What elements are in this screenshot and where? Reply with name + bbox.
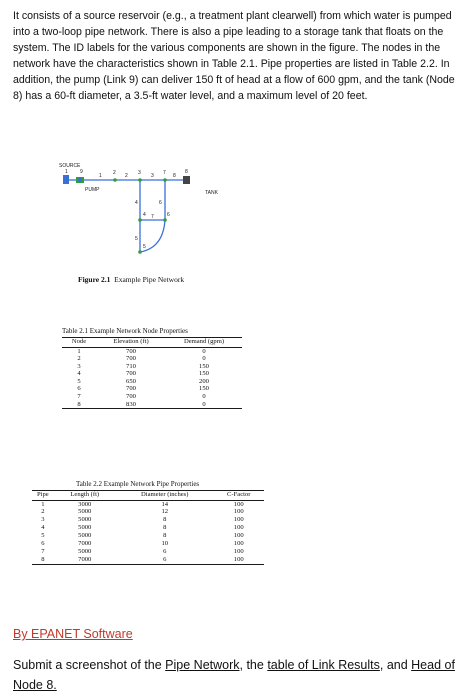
node-label-8: 8 — [185, 169, 188, 175]
table-header-row — [32, 491, 264, 501]
link-label-5: 5 — [135, 236, 138, 242]
table-cell: 3 — [41, 516, 45, 524]
table-cell: 6 — [77, 385, 81, 393]
pump-icon — [76, 177, 84, 183]
submit-instructions — [13, 655, 468, 695]
table-cell: 100 — [233, 500, 244, 508]
table-cell: 0 — [202, 393, 206, 401]
table-header: Diameter (inches) — [116, 491, 214, 501]
table-cell: 3 — [77, 362, 81, 370]
table-row — [62, 355, 242, 363]
table-cell: 2 — [77, 355, 81, 363]
table-cell: 5000 — [78, 524, 92, 532]
table21-title: Table 2.1 Example Network Node Properties — [62, 327, 188, 335]
source-label: SOURCE — [59, 163, 81, 169]
table-row — [32, 548, 264, 556]
node-3 — [138, 178, 142, 182]
submit-text-part: , and — [379, 658, 412, 672]
table-row — [32, 516, 264, 524]
table-cell: 6 — [163, 547, 167, 555]
link-results-phrase: table of Link Results — [267, 658, 380, 672]
link-label-6: 6 — [159, 200, 162, 206]
figure-caption-prefix: Figure 2.1 — [78, 275, 111, 284]
submit-text-part: , the — [239, 658, 268, 672]
table-cell: 5000 — [78, 516, 92, 524]
intro-paragraph: It consists of a source reservoir (e.g., a treatment plant clearwell) from which water is pumped into a two-loop pipe network. There is also a pipe leading to a storage tank that floats on the system. The ID labels for the various components are shown in the figure. The nodes in the network have the characteristics shown in Table 2.1. Pipe properties are listed in Table 2.2. In addition, the pump (Link 9) can deliver 150 ft of head at a flow of 600 gpm, and the tank (Node 8) has a 60-ft diameter, a 3.5-ft water level, and a maximum level of 20 feet. — [13, 10, 455, 102]
table-cell: 8 — [163, 532, 167, 540]
table-cell: 100 — [233, 516, 244, 524]
node-4 — [138, 218, 142, 222]
table-cell: 0 — [202, 355, 206, 363]
table-header-row — [62, 338, 242, 348]
pipe-network-phrase: Pipe Network — [165, 658, 240, 672]
table-row — [32, 532, 264, 540]
link-label-2: 2 — [125, 173, 128, 179]
table-cell: 700 — [126, 393, 136, 401]
table22-title: Table 2.2 Example Network Pipe Properties — [76, 480, 200, 488]
table-cell: 150 — [199, 362, 209, 370]
submit-text-part: Submit a screenshot of the — [13, 658, 166, 672]
table-cell: 8 — [163, 524, 167, 532]
node-label-5: 5 — [143, 244, 146, 250]
table-header: C-Factor — [214, 491, 264, 501]
table-cell: 2 — [41, 508, 45, 516]
node-2 — [113, 178, 117, 182]
table-cell: 650 — [126, 377, 136, 385]
table-cell: 1 — [77, 347, 81, 355]
table-header: Demand (gpm) — [166, 338, 242, 348]
table-cell: 700 — [126, 370, 136, 378]
table-row — [32, 524, 264, 532]
table-cell: 5000 — [78, 508, 92, 516]
table-row — [32, 508, 264, 516]
table-row — [62, 401, 242, 409]
table-cell: 150 — [199, 385, 209, 393]
figure-caption — [78, 275, 184, 284]
table-row — [32, 556, 264, 564]
table-cell: 12 — [161, 508, 169, 516]
link-label-8: 8 — [173, 173, 176, 179]
node-label-3: 3 — [138, 170, 141, 176]
table-row — [62, 347, 242, 355]
tank-label: TANK — [205, 190, 218, 196]
table-cell: 0 — [202, 347, 206, 355]
table-cell: 4 — [77, 370, 81, 378]
table-cell: 100 — [233, 540, 244, 548]
node-5 — [138, 250, 142, 254]
table-cell: 7 — [41, 547, 45, 555]
table-cell: 7 — [77, 393, 81, 401]
figure-caption-text: Example Pipe Network — [114, 275, 185, 284]
table-cell: 6 — [41, 540, 45, 548]
table-cell: 8 — [163, 516, 167, 524]
link-label-1: 1 — [99, 173, 102, 179]
table-cell: 1 — [41, 500, 45, 508]
node-label-4: 4 — [143, 212, 146, 218]
table-header: Pipe — [32, 491, 54, 501]
table-cell: 100 — [233, 508, 244, 516]
node-properties-table — [62, 337, 242, 409]
table-cell: 710 — [126, 362, 136, 370]
table-header: Node — [62, 338, 96, 348]
table-cell: 100 — [233, 547, 244, 555]
table-row — [62, 370, 242, 378]
table-cell: 14 — [161, 500, 169, 508]
table-row — [62, 393, 242, 401]
link-label-9: 9 — [80, 169, 83, 175]
table-cell: 150 — [199, 370, 209, 378]
table-row — [32, 500, 264, 508]
table-cell: 700 — [126, 385, 136, 393]
node-label-7: 7 — [163, 170, 166, 176]
table-cell: 830 — [96, 401, 166, 409]
table-cell: 100 — [233, 532, 244, 540]
table-cell: 700 — [126, 355, 136, 363]
table-cell: 8 — [32, 556, 54, 564]
link-label-4: 4 — [135, 200, 138, 206]
table-cell: 200 — [199, 377, 209, 385]
table-cell: 3000 — [78, 500, 92, 508]
table-row — [32, 540, 264, 548]
node-label-2: 2 — [113, 170, 116, 176]
table-cell: 10 — [161, 540, 169, 548]
table-cell: 100 — [233, 524, 244, 532]
pipe-network-diagram — [55, 158, 235, 268]
table-cell: 0 — [166, 401, 242, 409]
tank-icon — [183, 176, 190, 184]
table-cell: 700 — [126, 347, 136, 355]
table-row — [62, 378, 242, 386]
reservoir-icon — [63, 175, 69, 184]
table-cell: 4 — [41, 524, 45, 532]
table-cell: 5000 — [78, 547, 92, 555]
table-cell: 100 — [214, 556, 264, 564]
node-label-6: 6 — [167, 212, 170, 218]
table-cell: 7000 — [54, 556, 116, 564]
table-cell: 5000 — [78, 532, 92, 540]
node8-head-phrase: Head of Node 8. — [13, 658, 455, 692]
table-header: Elevation (ft) — [96, 338, 166, 348]
pump-label: PUMP — [85, 187, 100, 193]
table-row — [62, 363, 242, 371]
node-7 — [163, 178, 167, 182]
node-6 — [163, 218, 167, 222]
table-cell: 5 — [77, 377, 81, 385]
table-cell: 5 — [41, 532, 45, 540]
table-cell: 8 — [62, 401, 96, 409]
link-label-7: 7 — [151, 214, 154, 220]
table-row — [62, 385, 242, 393]
link-label-3: 3 — [151, 173, 154, 179]
table-header: Length (ft) — [54, 491, 116, 501]
table-cell: 7000 — [78, 540, 92, 548]
epanet-heading: By EPANET Software — [13, 627, 133, 641]
table-cell: 6 — [116, 556, 214, 564]
node-label-1: 1 — [65, 169, 68, 175]
pipe-properties-table — [32, 490, 264, 565]
